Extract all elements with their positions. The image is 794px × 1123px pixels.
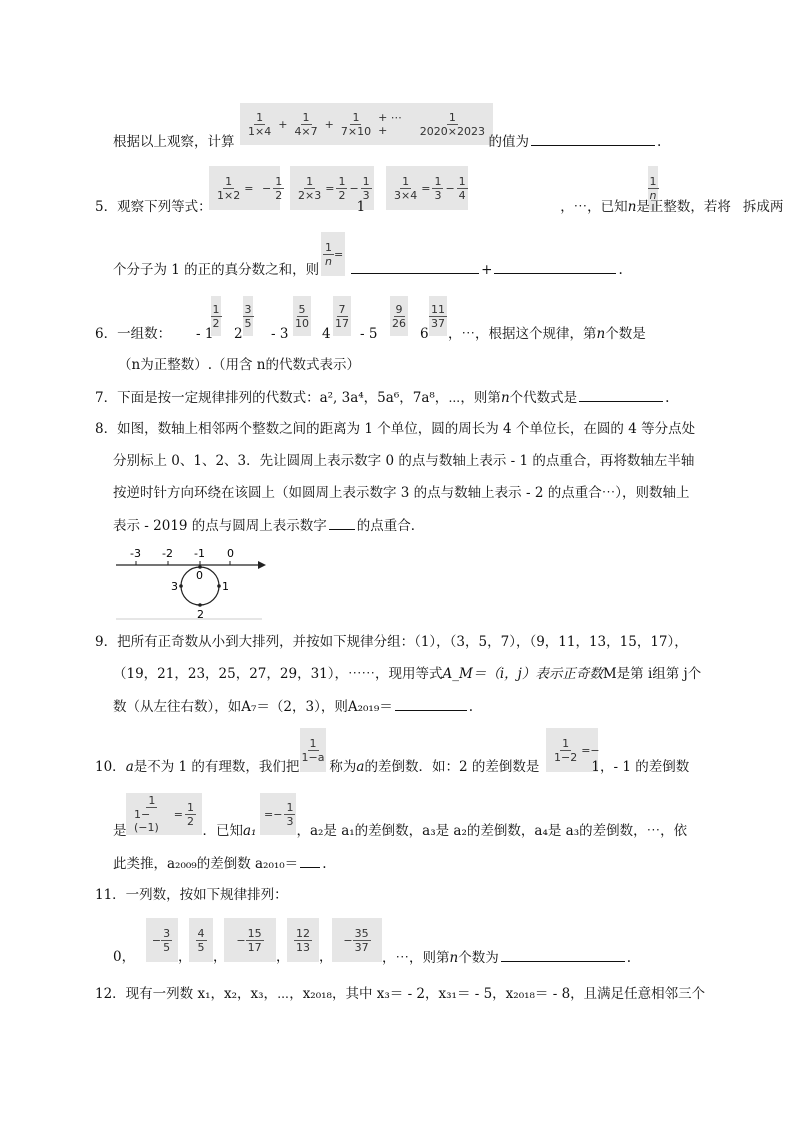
q6-line-1: 6．一组数： - 1 2 - 3 4 - 5 6 ，⋯，根据这个规律，第n个数是: [95, 326, 646, 342]
neg-one-frac-box: $\frac{1}{1-(-1)}$ = $\frac{1}{2}$: [126, 793, 202, 835]
q10-line-3: 此类推，a₂₀₀₉的差倒数 a₂₀₁₀＝ .: [113, 853, 326, 874]
fraction: $\frac{1}{4\times 7}$: [294, 110, 318, 138]
q6-frac-4: $\frac{7}{17}$: [333, 296, 351, 336]
answer-blank[interactable]: [531, 131, 655, 146]
q5-line-2: 个分子为 1 的正的真分数之和，则 + .: [113, 259, 623, 280]
circle-label: 0: [196, 569, 203, 582]
tick-label: -2: [162, 547, 173, 560]
q6-frac-6: $\frac{11}{37}$: [429, 296, 447, 336]
answer-blank[interactable]: [579, 387, 663, 402]
a1-value-box: =− $\frac{1}{3}$: [260, 793, 296, 835]
q11-line-1: 11．一列数，按如下规律排列：: [95, 887, 288, 903]
answer-blank[interactable]: [395, 696, 467, 711]
q8-line-1: 8．如图，数轴上相邻两个整数之间的距离为 1 个单位，圆的周长为 4 个单位长，在圆的 4 等分点处: [95, 421, 696, 437]
intro-line: 根据以上观察，计算 的值为 .: [113, 131, 661, 152]
equation-box-2: $\frac{1}{2\times 3}$ = $\frac{1}{2}$ − $\frac{1}{3}$: [290, 166, 374, 210]
q11-frac-1: − $\frac{3}{5}$: [146, 918, 178, 962]
q9-line-2: （19，21，23，25，27，29，31），⋯⋯，现用等式A_M＝（i，j）表示正奇数M是第 i组第 j个: [113, 666, 702, 682]
q11-frac-5: − $\frac{35}{37}$: [332, 918, 382, 962]
circle-label: 2: [197, 608, 204, 621]
number-line-circle-figure: [110, 542, 270, 622]
q5-line-1: 5．观察下列等式： 1 ，⋯，已知n是正整数，若将 拆成两: [95, 199, 784, 215]
answer-blank[interactable]: [300, 853, 320, 868]
q10-line-2: 是 ．已知a₁ ，a₂是 a₁的差倒数，a₃是 a₂的差倒数，a₄是 a₃的差倒数，⋯，依: [113, 823, 688, 839]
fraction: $\frac{1}{7\times 10}$: [340, 110, 372, 138]
q11-frac-2: $\frac{4}{5}$: [189, 918, 213, 962]
q11-frac-3: − $\frac{15}{17}$: [224, 918, 276, 962]
tick-label: -3: [130, 547, 141, 560]
q12-line-1: 12．现有一列数 x₁，x₂，x₃，⋯，x₂₀₁₈，其中 x₃＝ - 2，x₃₁＝ - 5，x₂₀₁₈＝ - 8，且满足任意相邻三个: [95, 986, 706, 1002]
answer-blank-2[interactable]: [494, 259, 616, 274]
q8-line-2: 分别标上 0、1、2、3．先让圆周上表示数字 0 的点与数轴上表示 - 1 的点重合，再将数轴左半轴: [113, 453, 695, 469]
q6-frac-3: $\frac{5}{10}$: [293, 296, 311, 336]
fraction: $\frac{1}{1\times 4}$: [248, 110, 272, 138]
q6-line-2: （n为正整数）.（用含 n的代数式表示）: [118, 357, 360, 373]
sum-expression-box: $\frac{1}{1\times 4}$ + $\frac{1}{4\times 7}$ + $\frac{1}{7\times 10}$ + ⋯ + $\frac{1}{2020\times 2023}$: [240, 103, 493, 145]
q6-frac-5: $\frac{9}{26}$: [390, 296, 408, 336]
tick-label: 0: [227, 547, 234, 560]
q11-line-2: 0， ， ， ， ， ，⋯，则第n个数为 .: [113, 949, 631, 966]
q6-frac-2: $\frac{3}{5}$: [243, 296, 253, 336]
one-over-n-box: $\frac{1}{n}$: [648, 166, 658, 210]
circle-label: 3: [171, 580, 178, 593]
equation-box-1b: − $\frac{1}{2}$: [258, 166, 280, 210]
diff-reciprocal-frac-box: $\frac{1}{1-a}$: [300, 728, 326, 772]
equation-box-1: $\frac{1}{1\times 2}$ =: [209, 166, 259, 210]
equation-box-3: $\frac{1}{3\times 4}$ = $\frac{1}{3}$ − $\frac{1}{4}$: [386, 166, 468, 210]
q10-line-1: 10．a是不为 1 的有理数，我们把 称为a的差倒数．如：2 的差倒数是 1，- 1 的差倒数: [95, 759, 690, 775]
q8-line-4: 表示 - 2019 的点与圆周上表示数字 的点重合．: [113, 515, 424, 536]
q7-line: 7．下面是按一定规律排列的代数式：a², 3a⁴，5a⁶，7a⁸，⋯，则第n个代数式是 .: [95, 387, 669, 408]
fraction: $\frac{1}{2020\times 2023}$: [419, 110, 485, 138]
q8-line-3: 按逆时针方向环绕在该圆上（如圆周上表示数字 3 的点与数轴上表示 - 2 的点重合⋯），则数轴上: [113, 485, 690, 501]
q11-frac-4: $\frac{12}{13}$: [287, 918, 319, 962]
answer-blank-1[interactable]: [351, 259, 479, 274]
q9-line-1: 9．把所有正奇数从小到大排列，并按如下规律分组：（1），（3，5，7），（9，11，13，15，17），: [95, 634, 688, 650]
one-over-n-eq-box: $\frac{1}{n}$ =: [321, 232, 345, 276]
tick-label: -1: [194, 547, 205, 560]
answer-blank[interactable]: [329, 515, 355, 530]
example-frac-box: $\frac{1}{1-2}$ =−: [546, 728, 598, 772]
answer-blank[interactable]: [501, 947, 625, 962]
q6-frac-1: $\frac{1}{2}$: [211, 296, 221, 336]
q9-line-3: 数（从左往右数），如A₇＝（2，3），则A₂₀₁₉＝ .: [113, 696, 473, 717]
circle-label: 1: [222, 580, 229, 593]
